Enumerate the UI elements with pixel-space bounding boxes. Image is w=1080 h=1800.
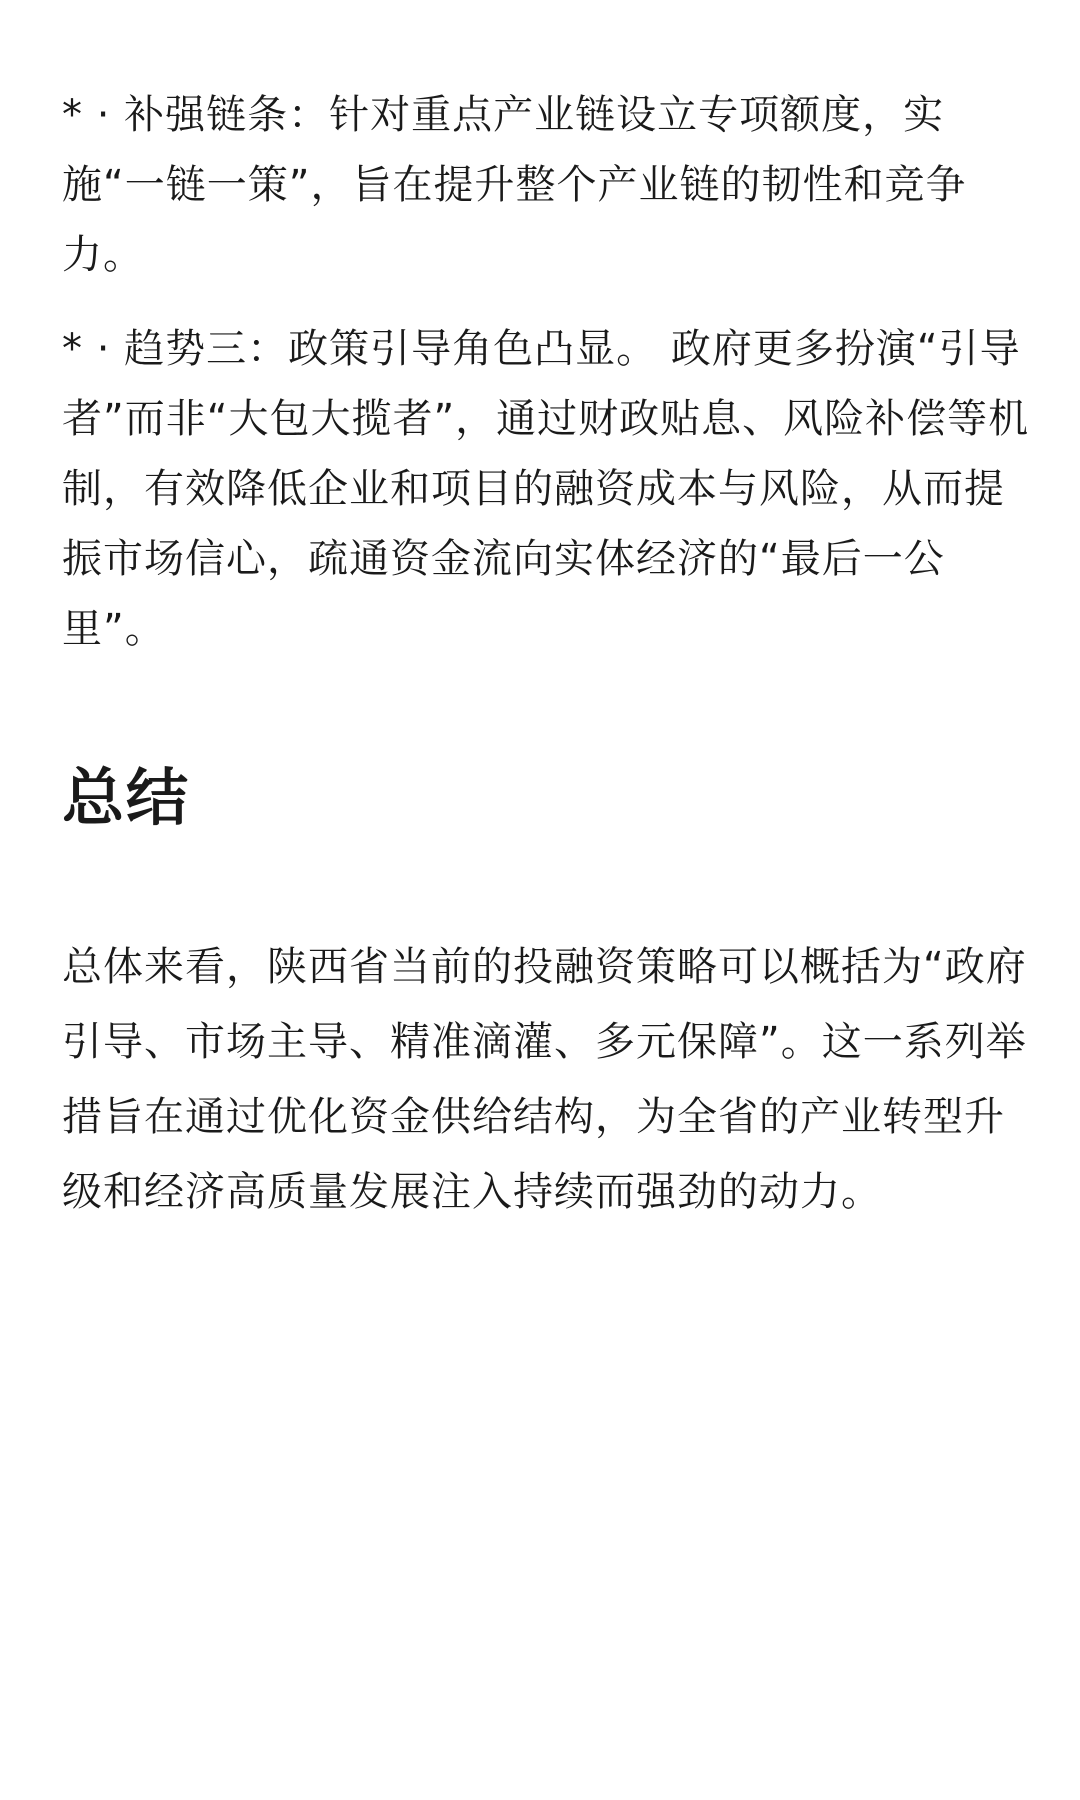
bullet-strengthen-chain: * · 补强链条：针对重点产业链设立专项额度，实施“一链一策”，旨在提升整个产业链的韧性和竞争力。 [62,92,967,278]
bullet-trend-three: * · 趋势三：政策引导角色凸显。 政府更多扮演“引导者”而非“大包大揽者”，通过财政贴息、风险补偿等机制，有效降低企业和项目的融资成本与风险，从而提振市场信心，疏通资金流向实体经济的“最后一公里”。 [62,326,1030,652]
article-body [62,80,1032,1230]
summary-heading: 总结 [62,761,191,834]
summary-paragraph: 总体来看，陕西省当前的投融资策略可以概括为“政府引导、市场主导、精准滴灌、多元保障”。这一系列举措旨在通过优化资金供给结构，为全省的产业转型升级和经济高质量发展注入持续而强劲的动力。 [62,944,1027,1215]
